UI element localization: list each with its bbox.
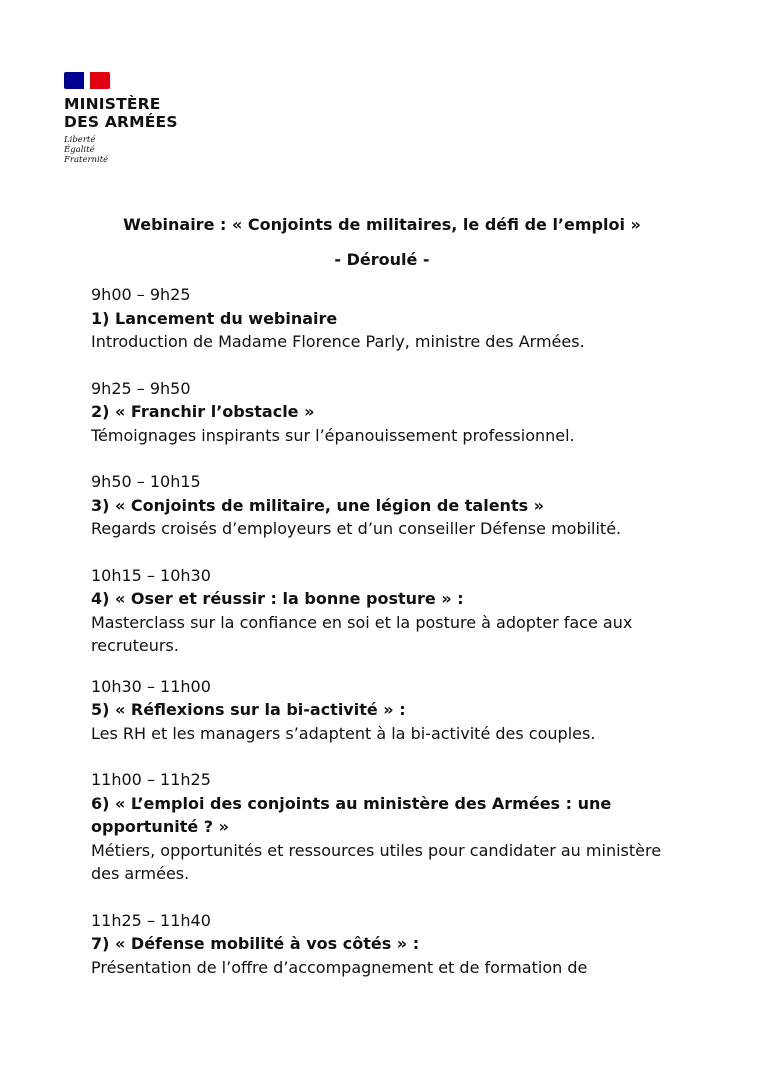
agenda-item-4 bbox=[91, 564, 691, 658]
agenda-description: Les RH et les managers s’adaptent à la bi-activité des couples. bbox=[91, 723, 596, 743]
flag-white-stripe bbox=[84, 72, 91, 89]
agenda-time: 11h25 – 11h40 bbox=[91, 910, 211, 930]
agenda-time: 9h50 – 10h15 bbox=[91, 472, 201, 491]
agenda-time: 10h30 – 11h00 bbox=[91, 676, 211, 696]
agenda-heading: 7) « Défense mobilité à vos côtés » : bbox=[91, 934, 420, 953]
agenda-heading: 1) Lancement du webinaire bbox=[91, 308, 338, 328]
agenda-time: 9h25 – 9h50 bbox=[91, 378, 191, 398]
agenda-time: 9h00 – 9h25 bbox=[91, 285, 191, 304]
ministry-name-line2: DES ARMÉES bbox=[64, 113, 178, 131]
agenda-heading: 2) « Franchir l’obstacle » bbox=[91, 402, 315, 421]
motto-liberte: Liberté bbox=[64, 135, 96, 145]
agenda-description: Regards croisés d’employeurs et d’un conseiller Défense mobilité. bbox=[91, 519, 622, 538]
agenda-heading: 4) « Oser et réussir : la bonne posture » : bbox=[91, 589, 464, 608]
agenda-description: Présentation de l’offre d’accompagnement et de formation de bbox=[91, 957, 588, 977]
ministry-logo bbox=[64, 72, 194, 165]
agenda-item-1 bbox=[91, 283, 691, 354]
flag-blue-stripe bbox=[64, 72, 84, 89]
document-subtitle: - Déroulé - bbox=[334, 250, 430, 269]
agenda-description: Masterclass sur la confiance en soi et la posture à adopter face aux recruteurs. bbox=[91, 612, 633, 655]
agenda-item-6 bbox=[91, 768, 691, 886]
agenda-heading: 3) « Conjoints de militaire, une légion de talents » bbox=[91, 495, 545, 515]
agenda-list bbox=[91, 283, 691, 1002]
agenda-heading: 5) « Réflexions sur la bi-activité » : bbox=[91, 700, 406, 719]
document-title: Webinaire : « Conjoints de militaires, le défi de l’emploi » bbox=[123, 215, 641, 234]
agenda-description: Introduction de Madame Florence Parly, ministre des Armées. bbox=[91, 332, 585, 351]
marianne-flag-icon bbox=[64, 72, 110, 89]
agenda-item-3 bbox=[91, 470, 691, 541]
flag-red-stripe bbox=[90, 72, 110, 89]
agenda-item-2 bbox=[91, 377, 691, 448]
ministry-name-line1: MINISTÈRE bbox=[64, 95, 161, 113]
agenda-description: Métiers, opportunités et ressources utiles pour candidater au ministère des armées. bbox=[91, 840, 662, 883]
motto-egalite: Égalité bbox=[64, 145, 95, 155]
agenda-item-7 bbox=[91, 909, 691, 980]
agenda-description: Témoignages inspirants sur l’épanouissement professionnel. bbox=[91, 425, 575, 445]
agenda-item-5 bbox=[91, 675, 691, 746]
agenda-heading: 6) « L’emploi des conjoints au ministère des Armées : une opportunité ? » bbox=[91, 793, 612, 836]
agenda-time: 10h15 – 10h30 bbox=[91, 565, 211, 585]
motto-fraternite: Fraternité bbox=[64, 155, 109, 165]
republic-motto bbox=[64, 135, 194, 165]
agenda-time: 11h00 – 11h25 bbox=[91, 770, 211, 789]
